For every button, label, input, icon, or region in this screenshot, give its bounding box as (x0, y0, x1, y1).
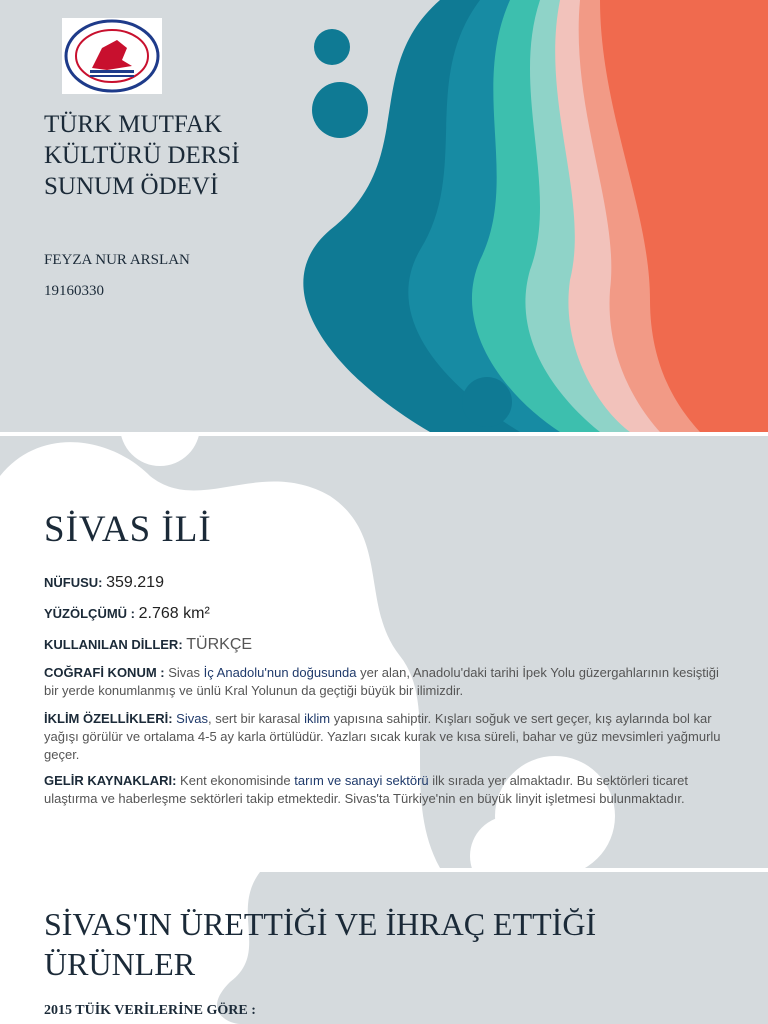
slide-subtitle: 2015 TÜİK VERİLERİNE GÖRE : (44, 1003, 256, 1018)
geography-link[interactable]: İç Anadolu'nun doğusunda (203, 665, 357, 680)
title-slide (0, 0, 768, 432)
sivas-info-slide (0, 436, 768, 868)
agriculture-industry-link[interactable]: tarım ve sanayi sektörü (294, 773, 429, 788)
languages-row: KULLANILAN DİLLER: TÜRKÇE (44, 636, 253, 653)
income-row: GELİR KAYNAKLARI: Kent ekonomisinde tarım ve sanayi sektörü ilk sırada yer almaktadır. Bu sektörleri ticaret ulaştırma ve haberleşme sektörleri takip etmektedir. Sivas'ta Türkiye'nin en büyük linyit işletmesi bulunmaktadır. (44, 773, 689, 806)
climate-link[interactable]: iklim (304, 711, 331, 726)
author-name: FEYZA NUR ARSLAN (44, 252, 190, 268)
area-row: YÜZÖLÇÜMÜ : 2.768 km² (44, 605, 210, 622)
slide-title: SİVAS'IN ÜRETTİĞİ VE İHRAÇ ETTİĞİ ÜRÜNLER (44, 906, 597, 982)
sivas-link[interactable]: Sivas (176, 711, 208, 726)
climate-row: İKLİM ÖZELLİKLERİ: Sivas, sert bir karasal iklim yapısına sahiptir. Kışları soğuk ve sert geçer, kış aylarında bol kar yağışı görülür ve ortalama 4-5 ay karla örtülüdür. Yazları sıcak kurak ve kısa süreli, bahar ve güz mevsimleri yağmurlu geçer. (44, 711, 721, 762)
population-row: NÜFUSU: 359.219 (44, 574, 164, 591)
geography-row: COĞRAFİ KONUM : Sivas İç Anadolu'nun doğusunda yer alan, Anadolu'daki tarihi İpek Yolu güzergahlarının kesiştiği bir yerde konumlanmış ve ünlü Kral Yolunun da geçtiği büyük bir ilimizdir. (44, 665, 719, 698)
slide-title: SİVAS İLİ (44, 509, 212, 550)
student-id: 19160330 (44, 283, 104, 299)
presentation-title: TÜRK MUTFAK KÜLTÜRÜ DERSİ SUNUM ÖDEVİ (44, 111, 240, 200)
products-slide (0, 872, 768, 1024)
university-logo (62, 18, 162, 94)
